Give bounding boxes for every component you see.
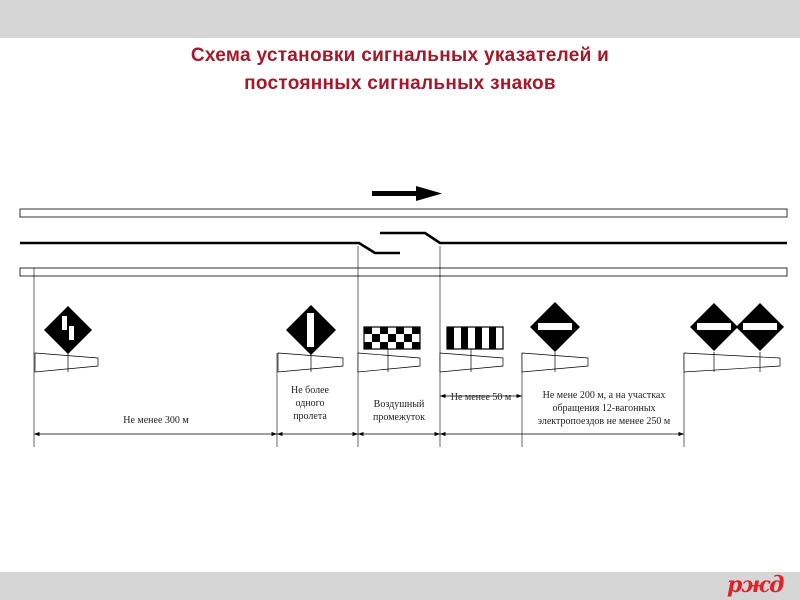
sign-4 (440, 327, 503, 372)
sign-5 (522, 302, 588, 372)
diamond-horizontal-bar-sign-icon (690, 303, 738, 351)
sign-6 (684, 303, 784, 372)
contact-wire-right (380, 233, 787, 243)
bottom-band (0, 572, 800, 600)
sign-bracket (35, 353, 98, 372)
label-200m-line-2: обращения 12-вагонных (552, 403, 656, 414)
label-200m-line-3: электропоездов не менее 250 м (537, 416, 671, 427)
track-lines (20, 209, 787, 276)
title-line-2: постоянных сигнальных знаков (244, 73, 556, 94)
sign-bracket (358, 353, 420, 372)
upper-rail (20, 209, 787, 217)
sign-bracket (440, 353, 503, 372)
diamond-broken-vertical-sign-icon (44, 306, 92, 354)
label-air-gap-line-1: Воздушный (373, 399, 425, 410)
label-300m: Не менее 300 м (123, 415, 189, 426)
label-one-span-line-1: Не более (291, 385, 329, 396)
label-air-gap-line-2: промежуток (373, 412, 425, 423)
sign-bracket (684, 353, 780, 372)
lower-rail (20, 268, 787, 276)
direction-arrow-icon (372, 186, 442, 201)
title-line-1: Схема установки сигнальных указателей и (190, 45, 610, 66)
contact-wire-left (20, 243, 400, 253)
label-one-span-line-3: пролета (293, 411, 327, 422)
sign-2 (278, 305, 343, 372)
sign-bracket (278, 353, 343, 372)
label-200m-line-1: Не мене 200 м, а на участках (542, 390, 666, 401)
label-50m: Не менее 50 м (450, 392, 512, 403)
diamond-horizontal-bar-sign-icon (530, 302, 580, 352)
sign-3 (358, 327, 420, 372)
striped-sign-icon (447, 327, 503, 349)
sign-1 (35, 306, 98, 372)
diamond-vertical-bar-sign-icon (286, 305, 336, 355)
checker-pattern-sign-icon (364, 327, 420, 349)
diamond-horizontal-bar-sign-icon (736, 303, 784, 351)
label-one-span-line-2: одного (295, 398, 325, 409)
rzd-logo: ржд (727, 572, 784, 598)
